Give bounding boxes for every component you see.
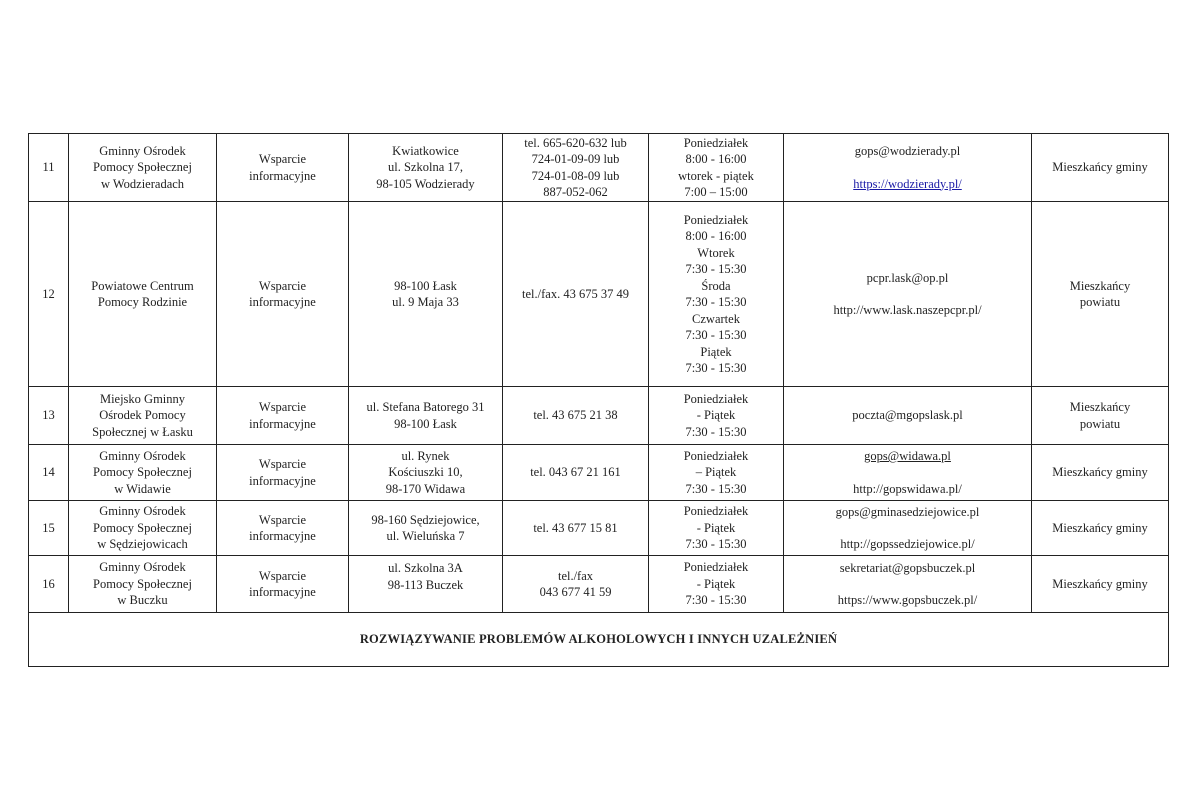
support-type: Wsparcie informacyjne bbox=[217, 501, 349, 556]
support-type: Wsparcie informacyjne bbox=[217, 556, 349, 613]
website-link[interactable]: https://www.gopsbuczek.pl/ bbox=[837, 593, 978, 607]
institution-name: Miejsko Gminny Ośrodek Pomocy Społecznej w Łasku bbox=[69, 387, 217, 445]
row-number: 12 bbox=[29, 202, 69, 387]
support-type: Wsparcie informacyjne bbox=[217, 134, 349, 202]
institution-name: Gminny Ośrodek Pomocy Społecznej w Widawie bbox=[69, 445, 217, 501]
target-group: Mieszkańcy gminy bbox=[1032, 134, 1169, 202]
address: ul. Stefana Batorego 31 98-100 Łask bbox=[349, 387, 503, 445]
opening-hours: Poniedziałek - Piątek 7:30 - 15:30 bbox=[649, 387, 784, 445]
opening-hours: Poniedziałek – Piątek 7:30 - 15:30 bbox=[649, 445, 784, 501]
opening-hours: Poniedziałek - Piątek 7:30 - 15:30 bbox=[649, 501, 784, 556]
address: 98-100 Łask ul. 9 Maja 33 bbox=[349, 202, 503, 387]
contact bbox=[784, 556, 1032, 613]
target-group: Mieszkańcy gminy bbox=[1032, 556, 1169, 613]
address: ul. Szkolna 3A 98-113 Buczek bbox=[349, 556, 503, 613]
institutions-table bbox=[28, 133, 1169, 667]
institution-name: Gminny Ośrodek Pomocy Społecznej w Wodzieradach bbox=[69, 134, 217, 202]
contact bbox=[784, 202, 1032, 387]
target-group: Mieszkańcy gminy bbox=[1032, 445, 1169, 501]
table-row bbox=[29, 202, 1169, 387]
address: 98-160 Sędziejowice, ul. Wieluńska 7 bbox=[349, 501, 503, 556]
institution-name: Gminny Ośrodek Pomocy Społecznej w Buczku bbox=[69, 556, 217, 613]
email-address: gops@widawa.pl bbox=[864, 449, 951, 463]
table-row bbox=[29, 556, 1169, 613]
contact bbox=[784, 501, 1032, 556]
row-number: 16 bbox=[29, 556, 69, 613]
target-group: Mieszkańcy gminy bbox=[1032, 501, 1169, 556]
website-link[interactable]: http://gopssedziejowice.pl/ bbox=[840, 537, 975, 551]
email-address: sekretariat@gopsbuczek.pl bbox=[839, 560, 976, 575]
support-type: Wsparcie informacyjne bbox=[217, 387, 349, 445]
section-row bbox=[29, 613, 1169, 667]
email-address: gops@wodzierady.pl bbox=[854, 144, 961, 158]
phone: tel. 043 67 21 161 bbox=[503, 445, 649, 501]
website-link[interactable]: https://wodzierady.pl/ bbox=[853, 176, 962, 191]
phone: tel./fax 043 677 41 59 bbox=[503, 556, 649, 613]
phone: tel. 665-620-632 lub 724-01-09-09 lub 724-01-08-09 lub 887-052-062 bbox=[503, 134, 649, 202]
row-number: 13 bbox=[29, 387, 69, 445]
table-row bbox=[29, 445, 1169, 501]
target-group: Mieszkańcy powiatu bbox=[1032, 387, 1169, 445]
section-heading: ROZWIĄZYWANIE PROBLEMÓW ALKOHOLOWYCH I INNYCH UZALEŻNIEŃ bbox=[29, 613, 1169, 667]
row-number: 14 bbox=[29, 445, 69, 501]
row-number: 11 bbox=[29, 134, 69, 202]
opening-hours: Poniedziałek 8:00 - 16:00 Wtorek 7:30 - 15:30 Środa 7:30 - 15:30 Czwartek 7:30 - 15:30 Piątek 7:30 - 15:30 bbox=[649, 202, 784, 387]
contact bbox=[784, 134, 1032, 202]
phone: tel. 43 675 21 38 bbox=[503, 387, 649, 445]
phone: tel./fax. 43 675 37 49 bbox=[503, 202, 649, 387]
table-row bbox=[29, 501, 1169, 556]
target-group: Mieszkańcy powiatu bbox=[1032, 202, 1169, 387]
support-type: Wsparcie informacyjne bbox=[217, 202, 349, 387]
email-address: poczta@mgopslask.pl bbox=[852, 408, 963, 423]
address: Kwiatkowice ul. Szkolna 17, 98-105 Wodzierady bbox=[349, 134, 503, 202]
opening-hours: Poniedziałek - Piątek 7:30 - 15:30 bbox=[649, 556, 784, 613]
institution-name: Gminny Ośrodek Pomocy Społecznej w Sędziejowicach bbox=[69, 501, 217, 556]
email-address: pcpr.lask@op.pl bbox=[866, 270, 949, 285]
row-number: 15 bbox=[29, 501, 69, 556]
support-type: Wsparcie informacyjne bbox=[217, 445, 349, 501]
contact bbox=[784, 387, 1032, 445]
table-row bbox=[29, 134, 1169, 202]
website-link[interactable]: http://www.lask.naszepcpr.pl/ bbox=[833, 303, 982, 317]
table-row bbox=[29, 387, 1169, 445]
website-link[interactable]: http://gopswidawa.pl/ bbox=[853, 481, 962, 496]
address: ul. Rynek Kościuszki 10, 98-170 Widawa bbox=[349, 445, 503, 501]
institution-name: Powiatowe Centrum Pomocy Rodzinie bbox=[69, 202, 217, 387]
phone: tel. 43 677 15 81 bbox=[503, 501, 649, 556]
contact bbox=[784, 445, 1032, 501]
email-address: gops@gminasedziejowice.pl bbox=[835, 504, 980, 519]
opening-hours: Poniedziałek 8:00 - 16:00 wtorek - piątek 7:00 – 15:00 bbox=[649, 134, 784, 202]
